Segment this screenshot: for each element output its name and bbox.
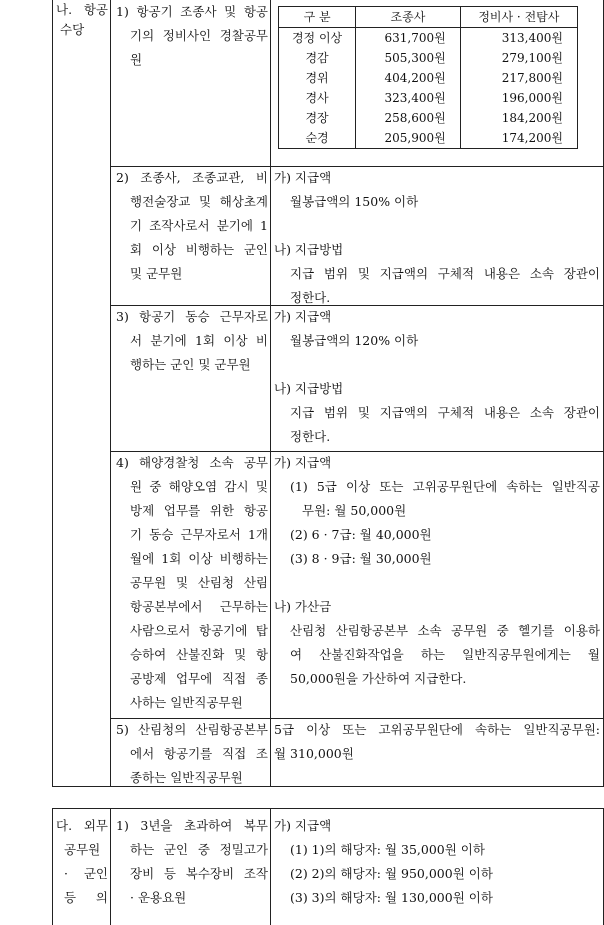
rank-cell: 경위 [279, 68, 356, 88]
item-2-description [116, 166, 268, 286]
text-line: 2) 조종사, 조종교관, 비 [116, 170, 268, 185]
text-line: 사람으로서 항공기에 탑 [130, 623, 268, 638]
text-line: 기 동승 근무자로서 1개 [130, 527, 268, 542]
table-header-row [279, 7, 578, 28]
item-3-content [274, 305, 600, 449]
text-line: (3) 8 · 9급: 월 30,000원 [290, 551, 432, 566]
section-label-line: 수당 [60, 22, 85, 37]
table-row [279, 48, 578, 68]
section-label-line: 공무원 [64, 842, 101, 857]
subheading-ga: 가) 지급액 [274, 818, 332, 833]
section-label-na [56, 0, 108, 40]
table-row [279, 68, 578, 88]
mechanic-pay-cell: 174,200원 [460, 128, 577, 149]
subheading-na: 나) 가산금 [274, 599, 332, 614]
rank-cell: 경정 이상 [279, 28, 356, 49]
text-line: 행하는 군인 및 군무원 [130, 357, 251, 372]
text-line: 행전술장교 및 해상초계 [130, 194, 268, 209]
item-3-description [116, 305, 268, 377]
pilot-pay-cell: 631,700원 [356, 28, 461, 49]
text-line: (3) 3)의 해당자: 월 130,000원 이하 [290, 890, 493, 905]
spacer [274, 214, 600, 238]
item-da-1-description [116, 814, 268, 910]
text-line: 월봉급액의 120% 이하 [290, 333, 419, 348]
rank-cell: 경사 [279, 88, 356, 108]
column-divider-2 [270, 0, 271, 786]
text-line: 공방제 업무에 직접 종 [130, 671, 268, 686]
text-line: · 운용요원 [130, 890, 187, 905]
text-line: (1) 5급 이상 또는 고위공무원단에 속하는 일반직공 [290, 479, 600, 494]
table-row [279, 88, 578, 108]
table-row [279, 108, 578, 128]
text-line: 원 중 해양오염 감시 및 [130, 479, 268, 494]
text-line: 1) 항공기 조종사 및 항공 [116, 4, 268, 19]
item-4-content [274, 451, 600, 691]
text-line: (1) 1)의 해당자: 월 35,000원 이하 [290, 842, 485, 857]
text-line: 사하는 일반직공무원 [130, 695, 243, 710]
text-line: 무원: 월 50,000원 [302, 503, 407, 518]
text-line: 정한다. [290, 429, 331, 444]
subheading-ga: 가) 지급액 [274, 455, 332, 470]
text-line: 월에 1회 이상 비행하는 [130, 551, 268, 566]
text-line: 하는 군인 중 정밀고가 [130, 842, 268, 857]
text-line: 에서 항공기를 직접 조 [130, 746, 268, 761]
text-line: 4) 해양경찰청 소속 공무 [116, 455, 268, 470]
text-line: 5) 산림청의 산림항공본부 [116, 722, 268, 737]
column-divider-1 [110, 0, 111, 786]
text-line: 및 군무원 [130, 266, 183, 281]
text-line: 산림청 산림항공본부 소속 공무원 중 헬기를 이용하 [290, 623, 600, 638]
pilot-pay-cell: 404,200원 [356, 68, 461, 88]
rank-cell: 경장 [279, 108, 356, 128]
text-line: 지급 범위 및 지급액의 구체적 내용은 소속 장관이 [290, 266, 600, 281]
header-mechanic: 정비사 · 전탐사 [460, 7, 577, 28]
pilot-pay-cell: 323,400원 [356, 88, 461, 108]
column-divider-2-lower [270, 808, 271, 925]
text-line: 여 산불진화작업을 하는 일반직공무원에게는 월 [290, 647, 600, 662]
text-line: 승하여 산불진화 및 항 [130, 647, 268, 662]
item-5-content [274, 718, 600, 766]
table-border-left [52, 0, 53, 786]
item-4-description [116, 451, 268, 715]
text-line: 서 분기에 1회 이상 비 [130, 333, 268, 348]
table-row [279, 28, 578, 49]
text-line: (2) 2)의 해당자: 월 950,000원 이하 [290, 866, 493, 881]
mechanic-pay-cell: 184,200원 [460, 108, 577, 128]
spacer [274, 571, 600, 595]
pilot-pay-cell: 505,300원 [356, 48, 461, 68]
mechanic-pay-cell: 279,100원 [460, 48, 577, 68]
text-line: 종하는 일반직공무원 [130, 770, 243, 785]
text-line: 기 조작사로서 분기에 1 [130, 218, 268, 233]
text-line: 회 이상 비행하는 군인 [130, 242, 268, 257]
column-divider-1-lower [110, 808, 111, 925]
pilot-pay-cell: 205,900원 [356, 128, 461, 149]
rank-cell: 순경 [279, 128, 356, 149]
text-line: 정한다. [290, 290, 331, 305]
pay-table [278, 6, 578, 149]
section-label-line: 다. 외무 [56, 818, 108, 833]
pilot-pay-cell: 258,600원 [356, 108, 461, 128]
text-line: 원 [130, 52, 143, 67]
section-label-line: · 군인 [64, 866, 108, 881]
item-5-description [116, 718, 268, 790]
text-line: (2) 6 · 7급: 월 40,000원 [290, 527, 432, 542]
table-row [279, 128, 578, 149]
text-line: 월봉급액의 150% 이하 [290, 194, 419, 209]
text-line: 5급 이상 또는 고위공무원단에 속하는 일반직공무원: [274, 722, 600, 737]
subheading-ga: 가) 지급액 [274, 170, 332, 185]
header-rank: 구 분 [279, 7, 356, 28]
text-line: 항공본부에서 근무하는 [130, 599, 268, 614]
text-line: 1) 3년을 초과하여 복무 [116, 818, 268, 833]
mechanic-pay-cell: 196,000원 [460, 88, 577, 108]
section-label-line: 등 의 [64, 890, 108, 905]
text-line: 월 310,000원 [274, 746, 354, 761]
rank-cell: 경감 [279, 48, 356, 68]
subheading-na: 나) 지급방법 [274, 242, 344, 257]
item-2-content [274, 166, 600, 310]
section-label-da [56, 814, 108, 910]
mechanic-pay-cell: 313,400원 [460, 28, 577, 49]
text-line: 50,000원을 가산하여 지급한다. [290, 671, 467, 686]
text-line: 3) 항공기 동승 근무자로 [116, 309, 268, 324]
section-top-border [52, 808, 604, 809]
item-da-1-content [274, 814, 600, 910]
mechanic-pay-cell: 217,800원 [460, 68, 577, 88]
header-pilot: 조종사 [356, 7, 461, 28]
section-label-line: 나. 항공 [56, 2, 108, 17]
spacer [274, 353, 600, 377]
text-line: 지급 범위 및 지급액의 구체적 내용은 소속 장관이 [290, 405, 600, 420]
text-line: 공무원 및 산림청 산림 [130, 575, 268, 590]
subheading-na: 나) 지급방법 [274, 381, 344, 396]
text-line: 방제 업무를 위한 항공 [130, 503, 268, 518]
item-1-description [116, 0, 268, 72]
text-line: 기의 정비사인 경찰공무 [130, 28, 268, 43]
table-border-left-lower [52, 808, 53, 925]
text-line: 장비 등 복수장비 조작 [130, 866, 268, 881]
subheading-ga: 가) 지급액 [274, 309, 332, 324]
